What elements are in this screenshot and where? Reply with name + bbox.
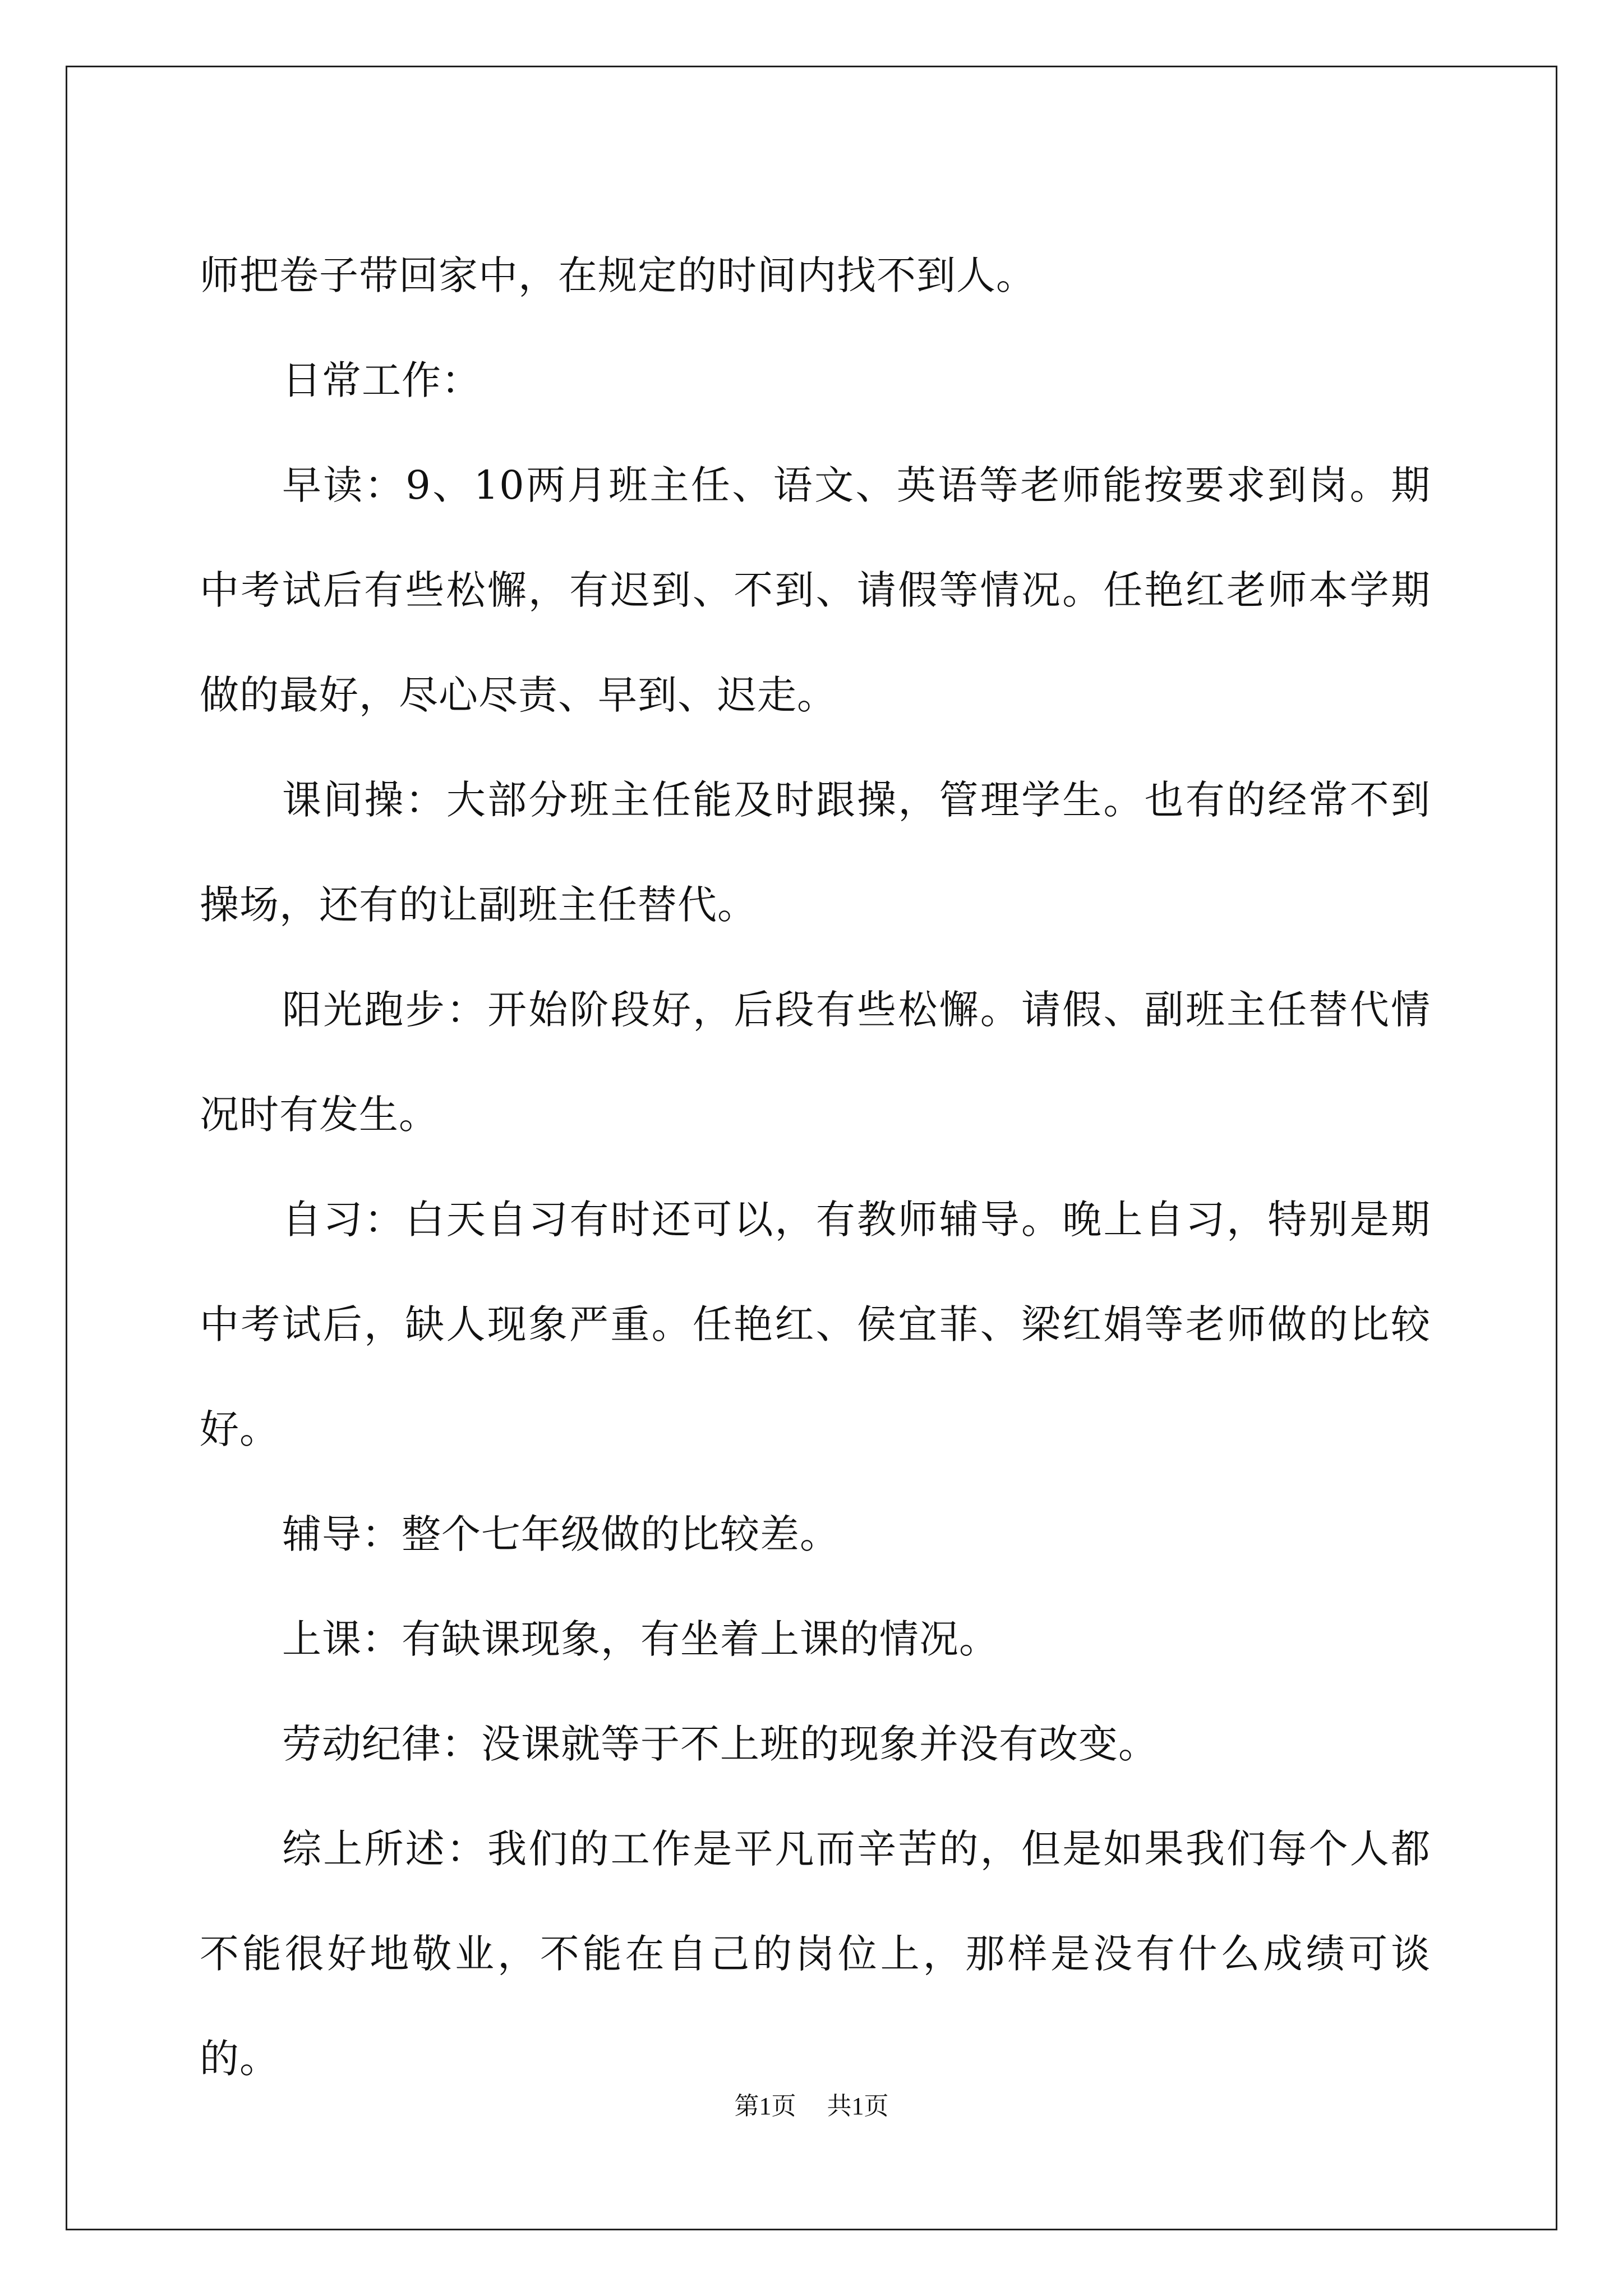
page-number-total: 共1页 xyxy=(827,2092,889,2120)
paragraph-tutoring: 辅导：整个七年级做的比较差。 xyxy=(282,1511,840,1557)
paragraph-labor-discipline: 劳动纪律：没课就等于不上班的现象并没有改变。 xyxy=(282,1721,1158,1767)
paragraph-sunshine-running: 阳光跑步：开始阶段好，后段有些松懈。请假、副班主任替代情况时有发生。 xyxy=(200,987,1431,1138)
document-body xyxy=(200,223,1431,2111)
paragraph-summary: 综上所述：我们的工作是平凡而辛苦的，但是如果我们每个人都不能很好地敬业，不能在自己的岗位上，那样是没有什么成绩可谈的。 xyxy=(200,1826,1431,2082)
paragraph-classes: 上课：有缺课现象，有坐着上课的情况。 xyxy=(282,1616,999,1662)
paragraph: 师把卷子带回家中，在规定的时间内找不到人。 xyxy=(200,252,1036,298)
page-number-current: 第1页 xyxy=(734,2092,796,2120)
page-footer xyxy=(0,2086,1623,2122)
paragraph-heading-daily-work: 日常工作： xyxy=(282,357,481,403)
paragraph-self-study: 自习：白天自习有时还可以，有教师辅导。晚上自习，特别是期中考试后，缺人现象严重。任艳红、侯宜菲、梁红娟等老师做的比较好。 xyxy=(200,1197,1431,1452)
paragraph-exercise-break: 课间操：大部分班主任能及时跟操，管理学生。也有的经常不到操场，还有的让副班主任替代。 xyxy=(200,777,1431,928)
paragraph-morning-reading: 早读：9、10两月班主任、语文、英语等老师能按要求到岗。期中考试后有些松懈，有迟到、不到、请假等情况。任艳红老师本学期做的最好，尽心尽责、早到、迟走。 xyxy=(200,462,1431,718)
